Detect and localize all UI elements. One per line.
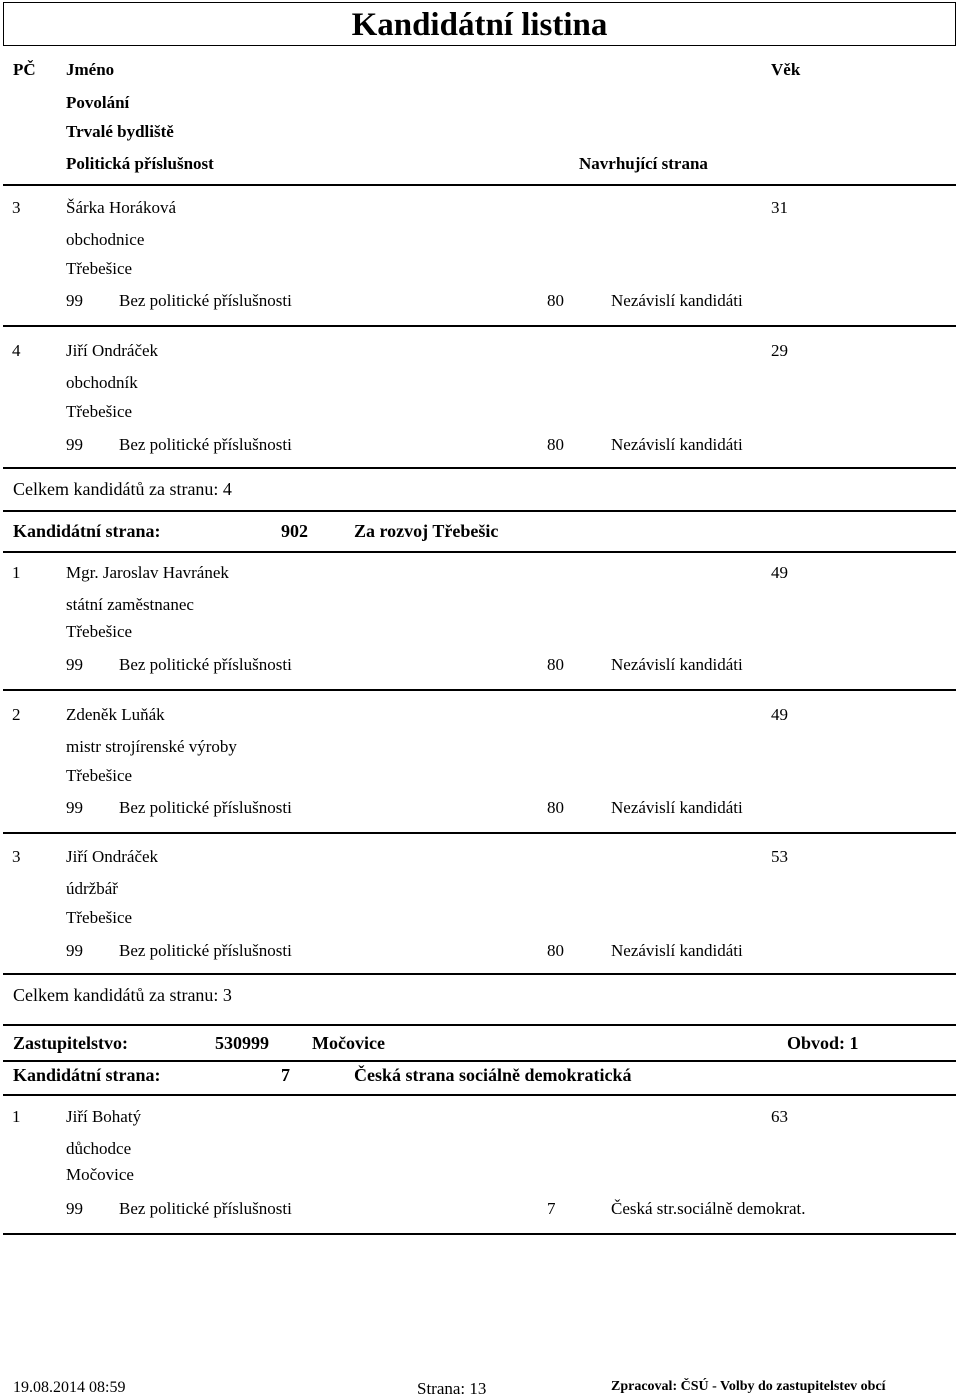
header-age: Věk <box>771 60 801 79</box>
nominating-code: 80 <box>547 435 564 454</box>
header-occupation: Povolání <box>66 93 130 112</box>
nominating-name: Nezávislí kandidáti <box>611 435 743 454</box>
candidate-pc: 3 <box>12 198 21 217</box>
candidate-residence: Třebešice <box>66 766 133 785</box>
row-separator <box>3 325 956 327</box>
section-separator <box>3 1024 956 1026</box>
candidate-age: 63 <box>771 1107 788 1126</box>
candidate-name: Jiří Bohatý <box>66 1107 142 1126</box>
candidate-occupation: údržbář <box>66 879 118 898</box>
candidate-name: Šárka Horáková <box>66 198 176 217</box>
row-separator <box>3 832 956 834</box>
footer-date: 19.08.2014 08:59 <box>13 1379 126 1396</box>
party-code: 7 <box>281 1065 290 1085</box>
nominating-name: Nezávislí kandidáti <box>611 798 743 817</box>
party-label: Kandidátní strana: <box>13 521 161 541</box>
council-name: Močovice <box>312 1033 385 1053</box>
candidate-age: 31 <box>771 198 788 217</box>
header-separator <box>3 184 956 186</box>
header-name: Jméno <box>66 60 115 79</box>
political-code: 99 <box>66 291 83 310</box>
political-name: Bez politické příslušnosti <box>119 1199 292 1218</box>
nominating-code: 7 <box>547 1199 556 1218</box>
political-code: 99 <box>66 941 83 960</box>
row-separator <box>3 1233 956 1235</box>
candidate-occupation: důchodce <box>66 1139 132 1158</box>
candidate-pc: 2 <box>12 705 21 724</box>
candidate-name: Jiří Ondráček <box>66 341 159 360</box>
header-pc: PČ <box>13 60 36 79</box>
candidate-name: Jiří Ondráček <box>66 847 159 866</box>
candidate-pc: 1 <box>12 563 21 582</box>
party-code: 902 <box>281 521 308 541</box>
candidate-pc: 4 <box>12 341 21 360</box>
footer-page-number: Strana: 13 <box>417 1379 487 1398</box>
council-code: 530999 <box>215 1033 269 1053</box>
political-code: 99 <box>66 798 83 817</box>
nominating-name: Nezávislí kandidáti <box>611 655 743 674</box>
candidate-age: 29 <box>771 341 788 360</box>
candidate-occupation: obchodník <box>66 373 138 392</box>
candidate-name: Mgr. Jaroslav Havránek <box>66 563 229 582</box>
candidate-age: 49 <box>771 705 788 724</box>
council-district: Obvod: 1 <box>787 1033 859 1053</box>
party-total: Celkem kandidátů za stranu: 3 <box>13 985 232 1005</box>
nominating-name: Nezávislí kandidáti <box>611 941 743 960</box>
nominating-code: 80 <box>547 941 564 960</box>
political-name: Bez politické příslušnosti <box>119 291 292 310</box>
nominating-code: 80 <box>547 798 564 817</box>
political-name: Bez politické příslušnosti <box>119 435 292 454</box>
section-separator <box>3 510 956 512</box>
nominating-code: 80 <box>547 655 564 674</box>
candidate-residence: Třebešice <box>66 402 133 421</box>
section-separator <box>3 1094 956 1096</box>
row-separator <box>3 467 956 469</box>
row-separator <box>3 973 956 975</box>
candidate-residence: Třebešice <box>66 259 133 278</box>
political-name: Bez politické příslušnosti <box>119 655 292 674</box>
candidate-age: 49 <box>771 563 788 582</box>
header-nominating: Navrhující strana <box>579 154 708 173</box>
nominating-code: 80 <box>547 291 564 310</box>
footer-processed-by: Zpracoval: ČSÚ - Volby do zastupitelstev obcí <box>611 1379 886 1394</box>
party-label: Kandidátní strana: <box>13 1065 161 1085</box>
section-separator <box>3 551 956 553</box>
party-total: Celkem kandidátů za stranu: 4 <box>13 479 232 499</box>
page-title: Kandidátní listina <box>351 7 608 43</box>
political-code: 99 <box>66 655 83 674</box>
party-name: Česká strana sociálně demokratická <box>354 1065 632 1085</box>
candidate-pc: 3 <box>12 847 21 866</box>
candidate-residence: Močovice <box>66 1165 134 1184</box>
nominating-name: Nezávislí kandidáti <box>611 291 743 310</box>
party-name: Za rozvoj Třebešic <box>354 521 499 541</box>
nominating-name: Česká str.sociálně demokrat. <box>611 1199 806 1218</box>
header-residence: Trvalé bydliště <box>66 122 174 141</box>
council-label: Zastupitelstvo: <box>13 1033 129 1053</box>
section-separator <box>3 1060 956 1062</box>
political-name: Bez politické příslušnosti <box>119 941 292 960</box>
header-political: Politická příslušnost <box>66 154 214 173</box>
candidate-residence: Třebešice <box>66 908 133 927</box>
political-code: 99 <box>66 1199 83 1218</box>
candidate-pc: 1 <box>12 1107 21 1126</box>
candidate-name: Zdeněk Luňák <box>66 705 165 724</box>
candidate-occupation: mistr strojírenské výroby <box>66 737 237 756</box>
candidate-occupation: obchodnice <box>66 230 145 249</box>
candidate-age: 53 <box>771 847 788 866</box>
candidate-residence: Třebešice <box>66 622 133 641</box>
political-name: Bez politické příslušnosti <box>119 798 292 817</box>
title-box <box>3 2 956 46</box>
political-code: 99 <box>66 435 83 454</box>
candidate-occupation: státní zaměstnanec <box>66 595 194 614</box>
row-separator <box>3 689 956 691</box>
